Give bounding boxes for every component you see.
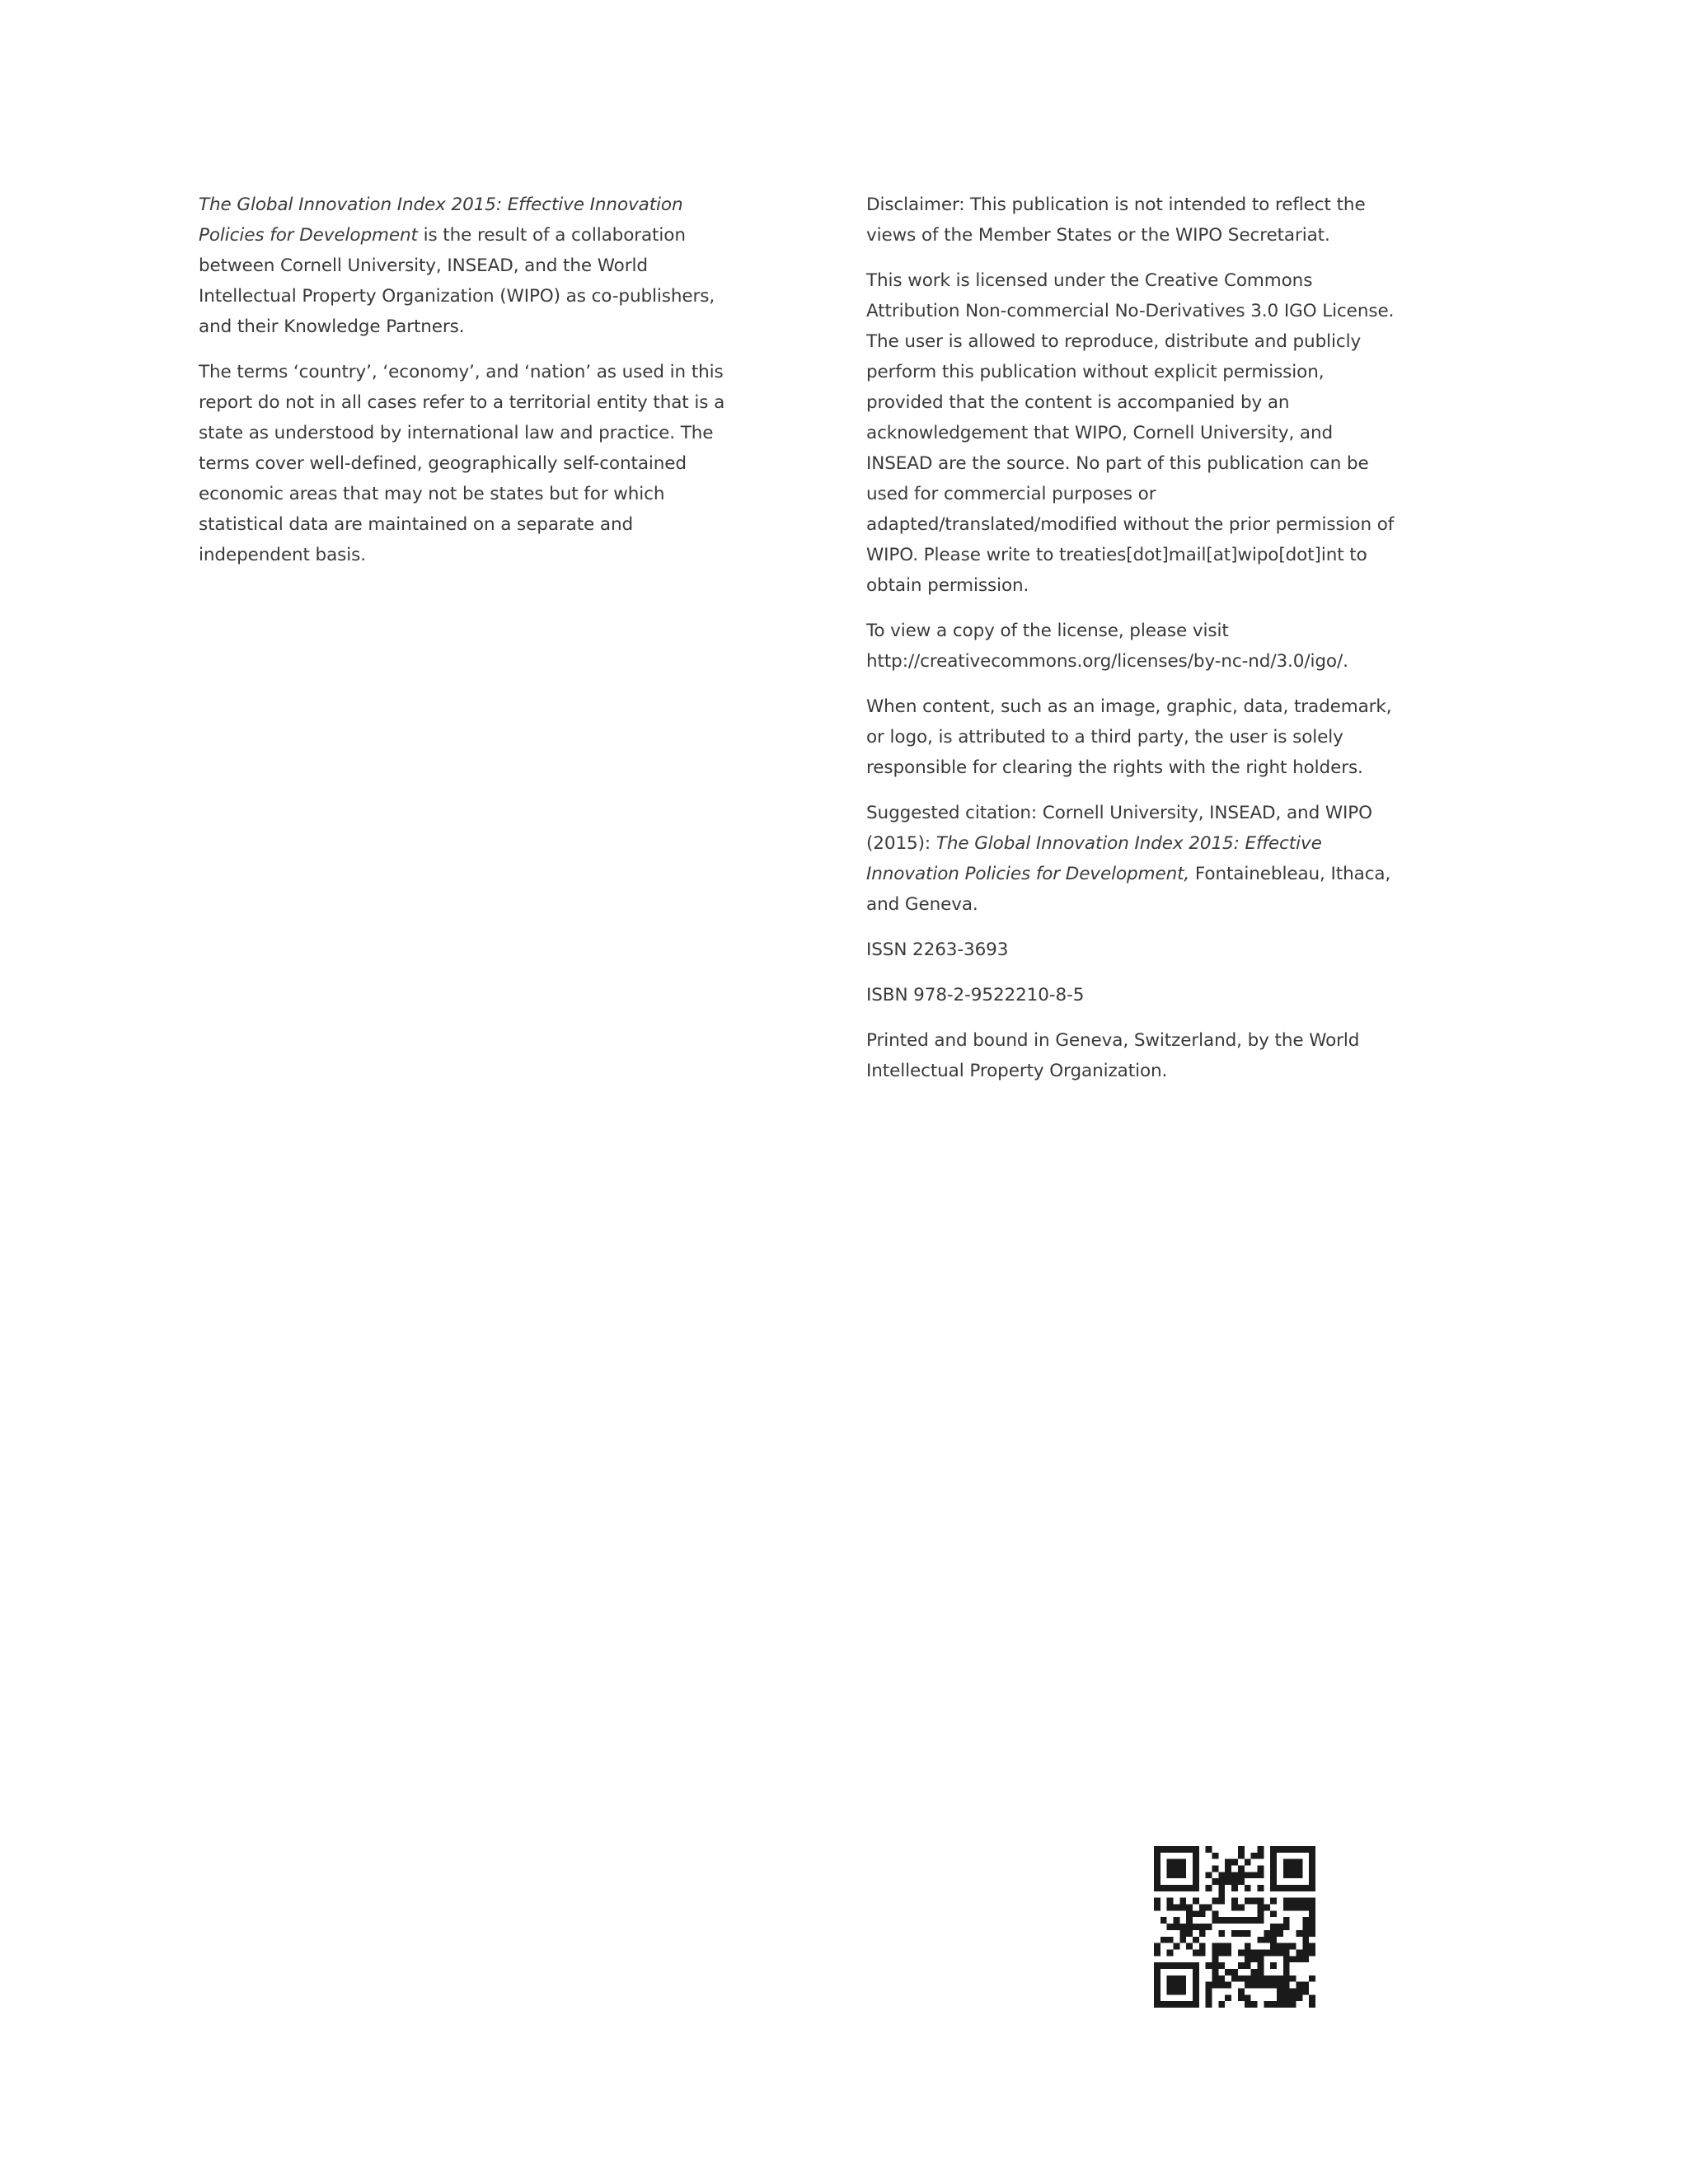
publication-credit-paragraph [199,190,734,342]
citation-title: The Global Innovation Index 2015: Effective Innovation Policies for Development, [866,833,1322,884]
citation-suffix: Fontainebleau, Ithaca, and Geneva. [866,864,1391,915]
isbn: ISBN 978-2-9522210-8-5 [866,985,1085,1005]
issn: ISSN 2263-3693 [866,940,1009,960]
right-column [866,190,1402,1101]
view-license-paragraph: To view a copy of the license, please visit http://creativecommons.org/licenses/by-nc-nd/3.0/igo/. [866,621,1348,672]
left-column [199,190,734,585]
publication-credit-text: is the result of a collaboration between Cornell University, INSEAD, and the World Intellectual Property Organization (WIPO) as co-publishers, and their Knowledge Partners. [199,225,715,337]
publication-title: The Global Innovation Index 2015: Effective Innovation Policies for Development [199,194,683,246]
citation-prefix: Suggested citation: Cornell University, INSEAD, and WIPO (2015): [866,803,1372,854]
license-paragraph: This work is licensed under the Creative Commons Attribution Non-commercial No-Derivatives 3.0 IGO License. The user is allowed to reproduce, distribute and publicly perform this publication without explicit permission, provided that the content is accompanied by an acknowledgement that WIPO, Cornell University, and INSEAD are the source. No part of this publication can be used for commercial purposes or adapted/translated/modified without the prior permission of WIPO. Please write to treaties[dot]mail[at]wipo[dot]int to obtain permission. [866,270,1395,596]
third-party-paragraph: When content, such as an image, graphic, data, trademark, or logo, is attributed to a third party, the user is solely responsible for clearing the rights with the right holders. [866,696,1392,778]
disclaimer-paragraph: Disclaimer: This publication is not intended to reflect the views of the Member States or the WIPO Secretariat. [866,194,1366,246]
qr-code-graphic [1154,1846,1315,2008]
printed-paragraph: Printed and bound in Geneva, Switzerland, by the World Intellectual Property Organization. [866,1030,1360,1081]
terms-paragraph: The terms ‘country’, ‘economy’, and ‘nation’ as used in this report do not in all cases refer to a territorial entity that is a state as understood by international law and practice. The terms cover well-defined, geographically self-contained economic areas that may not be states but for which statistical data are maintained on a separate and independent basis. [199,362,725,565]
citation-paragraph [866,798,1402,920]
qr-code-icon [1154,1846,1315,2008]
